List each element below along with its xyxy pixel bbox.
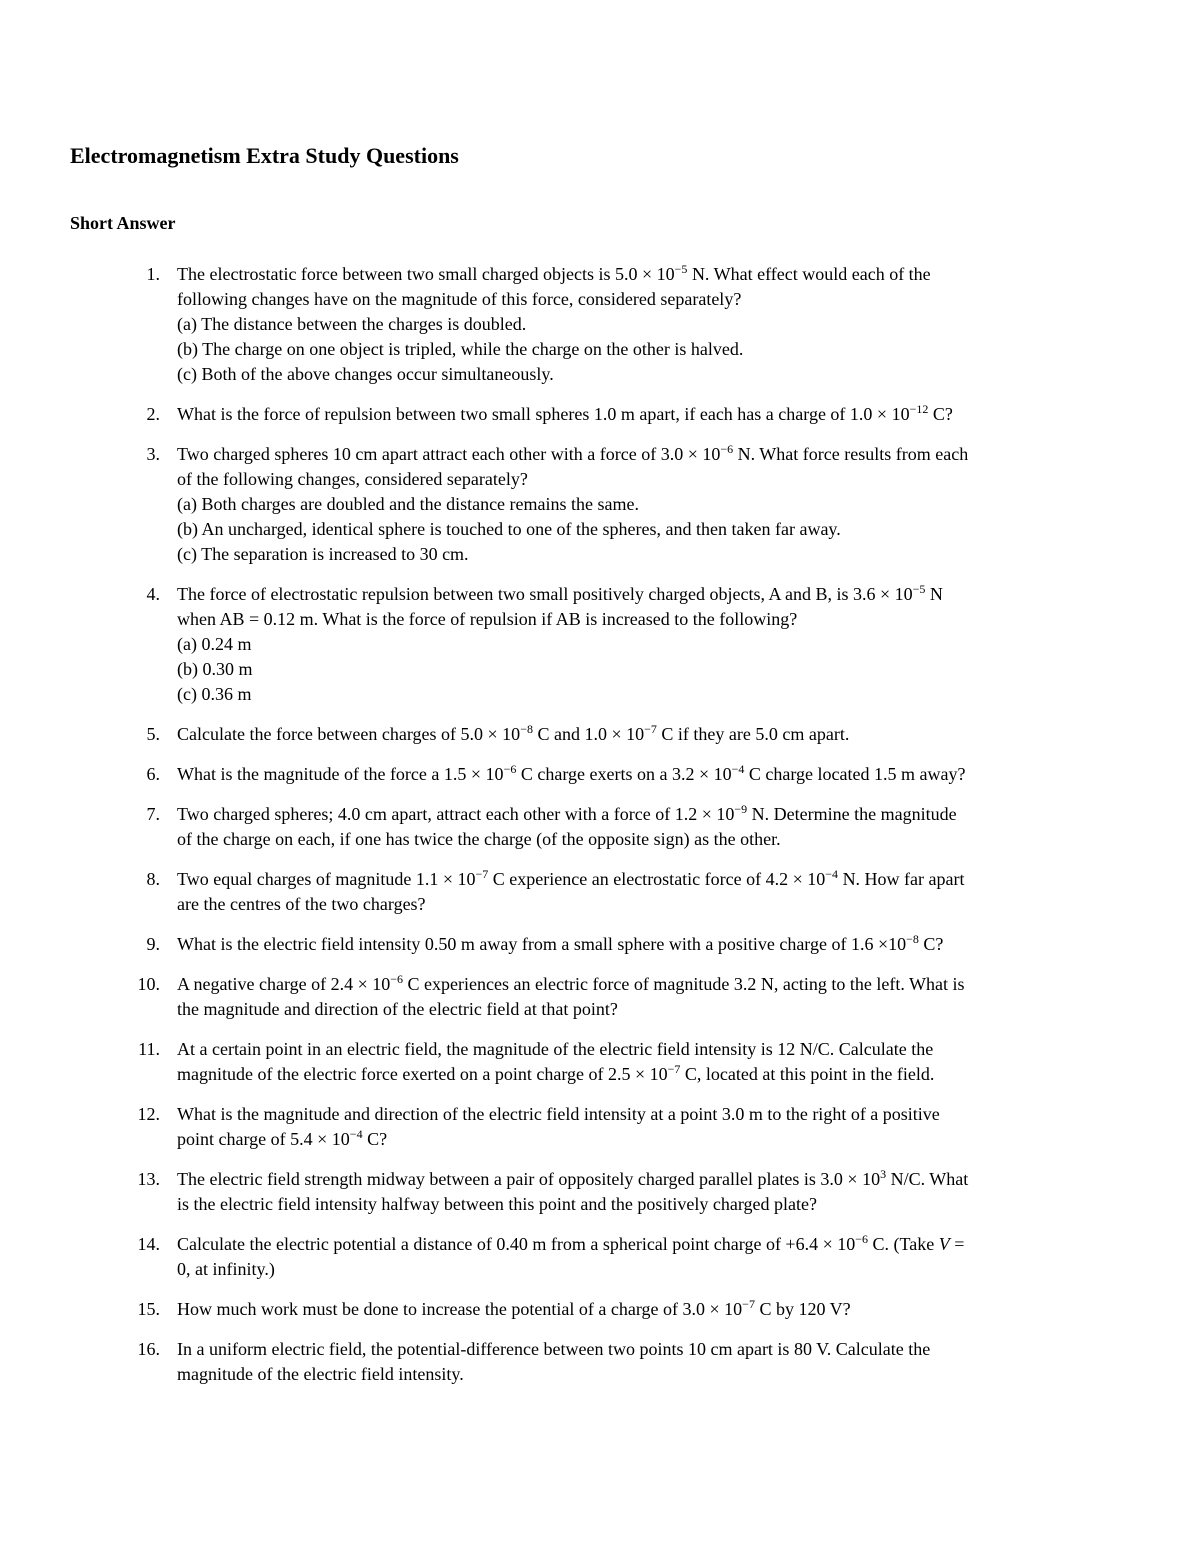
text-run: point charge of 5.4 × 10: [177, 1129, 350, 1149]
text-run: N. Determine the magnitude: [747, 804, 957, 824]
exponent: −12: [909, 402, 929, 416]
text-run: when AB = 0.12 m. What is the force of repulsion if AB is increased to the following?: [177, 609, 798, 629]
question-line: [177, 997, 1127, 1022]
text-run: 0, at infinity.): [177, 1259, 275, 1279]
question-item: [0, 1167, 1127, 1217]
exponent: −7: [667, 1062, 681, 1076]
text-run: Two equal charges of magnitude 1.1 × 10: [177, 869, 476, 889]
question-item: [0, 442, 1127, 567]
text-run: What is the force of repulsion between two small spheres 1.0 m apart, if each has a charge of 1.0 × 10: [177, 404, 910, 424]
text-run: C?: [362, 1129, 388, 1149]
exponent: −7: [742, 1297, 755, 1311]
question-item: [0, 1297, 1127, 1322]
text-run: What is the electric field intensity 0.50 m away from a small sphere with a positive charge of 1.6 ×10: [177, 934, 907, 954]
question-line: [177, 467, 1127, 492]
question-text: [177, 402, 1127, 427]
question-line: [177, 722, 1127, 747]
text-run: (b) The charge on one object is tripled, while the charge on the other is halved.: [177, 339, 744, 359]
exponent: −4: [349, 1127, 363, 1141]
text-run: C experience an electrostatic force of 4.2 × 10: [488, 869, 826, 889]
text-run: C, located at this point in the field.: [680, 1064, 935, 1084]
question-text: [177, 1337, 1127, 1387]
text-run: What is the magnitude of the force a 1.5 × 10: [177, 764, 504, 784]
question-item: [0, 762, 1127, 787]
text-run: is the electric field intensity halfway between this point and the positively charged plate?: [177, 1194, 817, 1214]
question-number: 7.: [146, 804, 160, 824]
question-line: [177, 892, 1127, 917]
question-text: [177, 582, 1127, 707]
question-line: [177, 517, 1127, 542]
text-run: of the following changes, considered separately?: [177, 469, 528, 489]
text-run: magnitude of the electric field intensity.: [177, 1364, 464, 1384]
question-text: [177, 1297, 1127, 1322]
question-item: [0, 722, 1127, 747]
text-run: C charge exerts on a 3.2 × 10: [516, 764, 732, 784]
text-run: The electrostatic force between two small charged objects is 5.0 × 10: [177, 264, 675, 284]
text-run: =: [949, 1234, 965, 1254]
text-run: In a uniform electric field, the potential-difference between two points 10 cm apart is 80 V. Calculate the: [177, 1339, 931, 1359]
text-run: the magnitude and direction of the electric field at that point?: [177, 999, 618, 1019]
question-line: [177, 1297, 1127, 1322]
question-line: [177, 287, 1127, 312]
text-run: are the centres of the two charges?: [177, 894, 426, 914]
question-list: [0, 262, 1200, 1402]
question-line: [177, 1037, 1127, 1062]
question-text: [177, 1037, 1127, 1087]
question-line: [177, 657, 1127, 682]
question-text: [177, 442, 1127, 567]
exponent: −9: [734, 802, 748, 816]
question-line: [177, 362, 1127, 387]
question-number: 16.: [137, 1339, 160, 1359]
question-line: [177, 1362, 1127, 1387]
text-run: The force of electrostatic repulsion between two small positively charged objects, A and B, is 3.6 × 10: [177, 584, 913, 604]
text-run: magnitude of the electric force exerted on a point charge of 2.5 × 10: [177, 1064, 668, 1084]
question-text: [177, 802, 1127, 852]
text-run: Calculate the force between charges of 5.0 × 10: [177, 724, 521, 744]
question-text: [177, 972, 1127, 1022]
question-number: 15.: [137, 1299, 160, 1319]
question-line: [177, 867, 1127, 892]
question-text: [177, 1102, 1127, 1152]
question-item: [0, 1102, 1127, 1152]
question-line: [177, 1192, 1127, 1217]
question-line: [177, 1257, 1127, 1282]
question-line: [177, 1167, 1127, 1192]
section-heading: Short Answer: [70, 213, 176, 233]
question-line: [177, 492, 1127, 517]
question-number: 10.: [137, 974, 160, 994]
question-item: [0, 582, 1127, 707]
text-run: C?: [918, 934, 944, 954]
question-line: [177, 1337, 1127, 1362]
question-number: 9.: [146, 934, 160, 954]
question-line: [177, 607, 1127, 632]
question-item: [0, 802, 1127, 852]
text-run: Two charged spheres; 4.0 cm apart, attract each other with a force of 1.2 × 10: [177, 804, 735, 824]
exponent: −7: [644, 722, 657, 736]
question-number: 6.: [146, 764, 160, 784]
question-line: [177, 1127, 1127, 1152]
question-line: [177, 1102, 1127, 1127]
text-run: What is the magnitude and direction of the electric field intensity at a point 3.0 m to the right of a positive: [177, 1104, 940, 1124]
text-run: (b) 0.30 m: [177, 659, 253, 679]
text-run: following changes have on the magnitude of this force, considered separately?: [177, 289, 742, 309]
text-run: C?: [928, 404, 953, 424]
question-text: [177, 762, 1127, 787]
exponent: −6: [720, 442, 734, 456]
text-run: Calculate the electric potential a distance of 0.40 m from a spherical point charge of +6.4 × 10: [177, 1234, 856, 1254]
text-run: N: [925, 584, 943, 604]
question-number: 3.: [146, 444, 160, 464]
text-run: N. How far apart: [838, 869, 965, 889]
question-text: [177, 262, 1127, 387]
text-run: C. (Take: [868, 1234, 939, 1254]
question-line: [177, 337, 1127, 362]
exponent: −8: [906, 932, 919, 946]
question-item: [0, 262, 1127, 387]
question-line: [177, 312, 1127, 337]
question-line: [177, 827, 1127, 852]
text-run: How much work must be done to increase the potential of a charge of 3.0 × 10: [177, 1299, 743, 1319]
page-title: Electromagnetism Extra Study Questions: [70, 143, 459, 168]
text-run: At a certain point in an electric field, the magnitude of the electric field intensity is 12 N/C. Calculate the: [177, 1039, 934, 1059]
text-run: The electric field strength midway between a pair of oppositely charged parallel plates is 3.0 × 10: [177, 1169, 881, 1189]
text-run: (c) 0.36 m: [177, 684, 252, 704]
text-run: N. What effect would each of the: [687, 264, 931, 284]
question-text: [177, 722, 1127, 747]
question-line: [177, 762, 1127, 787]
question-line: [177, 442, 1127, 467]
question-line: [177, 1062, 1127, 1087]
question-number: 4.: [146, 584, 160, 604]
question-line: [177, 682, 1127, 707]
text-run: (a) The distance between the charges is doubled.: [177, 314, 527, 334]
exponent: −6: [503, 762, 517, 776]
question-number: 12.: [137, 1104, 160, 1124]
question-number: 5.: [146, 724, 160, 744]
question-line: [177, 932, 1127, 957]
question-item: [0, 402, 1127, 427]
text-run: C experiences an electric force of magnitude 3.2 N, acting to the left. What is: [403, 974, 965, 994]
text-run: of the charge on each, if one has twice the charge (of the opposite sign) as the other.: [177, 829, 781, 849]
text-run: (a) 0.24 m: [177, 634, 252, 654]
text-run: C and 1.0 × 10: [532, 724, 645, 744]
question-line: [177, 582, 1127, 607]
question-text: [177, 1232, 1127, 1282]
text-run: (a) Both charges are doubled and the distance remains the same.: [177, 494, 639, 514]
question-number: 14.: [137, 1234, 160, 1254]
question-text: [177, 932, 1127, 957]
question-number: 8.: [146, 869, 160, 889]
question-line: [177, 1232, 1127, 1257]
exponent: −5: [674, 262, 688, 276]
text-run: C charge located 1.5 m away?: [744, 764, 966, 784]
exponent: 3: [880, 1167, 887, 1181]
exponent: −5: [912, 582, 926, 596]
question-line: [177, 262, 1127, 287]
text-run: N. What force results from each: [733, 444, 969, 464]
question-item: [0, 867, 1127, 917]
text-run: (c) Both of the above changes occur simultaneously.: [177, 364, 554, 384]
exponent: −8: [520, 722, 533, 736]
question-item: [0, 1037, 1127, 1087]
question-item: [0, 932, 1127, 957]
exponent: −4: [825, 867, 839, 881]
question-number: 13.: [137, 1169, 160, 1189]
question-number: 1.: [146, 264, 160, 284]
question-line: [177, 632, 1127, 657]
question-line: [177, 542, 1127, 567]
question-text: [177, 1167, 1127, 1217]
exponent: −6: [855, 1232, 869, 1246]
text-run: (c) The separation is increased to 30 cm.: [177, 544, 469, 564]
text-run: C if they are 5.0 cm apart.: [656, 724, 850, 744]
text-run: C by 120 V?: [754, 1299, 851, 1319]
question-item: [0, 1232, 1127, 1282]
text-run: (b) An uncharged, identical sphere is touched to one of the spheres, and then taken far away.: [177, 519, 841, 539]
text-run: A negative charge of 2.4 × 10: [177, 974, 391, 994]
exponent: −7: [475, 867, 489, 881]
question-text: [177, 867, 1127, 917]
question-line: [177, 402, 1127, 427]
question-line: [177, 802, 1127, 827]
question-number: 2.: [146, 404, 160, 424]
question-number: 11.: [138, 1039, 160, 1059]
exponent: −6: [390, 972, 404, 986]
question-item: [0, 1337, 1127, 1387]
text-run: Two charged spheres 10 cm apart attract each other with a force of 3.0 × 10: [177, 444, 721, 464]
text-run: N/C. What: [886, 1169, 969, 1189]
question-item: [0, 972, 1127, 1022]
exponent: −4: [731, 762, 745, 776]
question-line: [177, 972, 1127, 997]
variable: V: [938, 1234, 950, 1254]
